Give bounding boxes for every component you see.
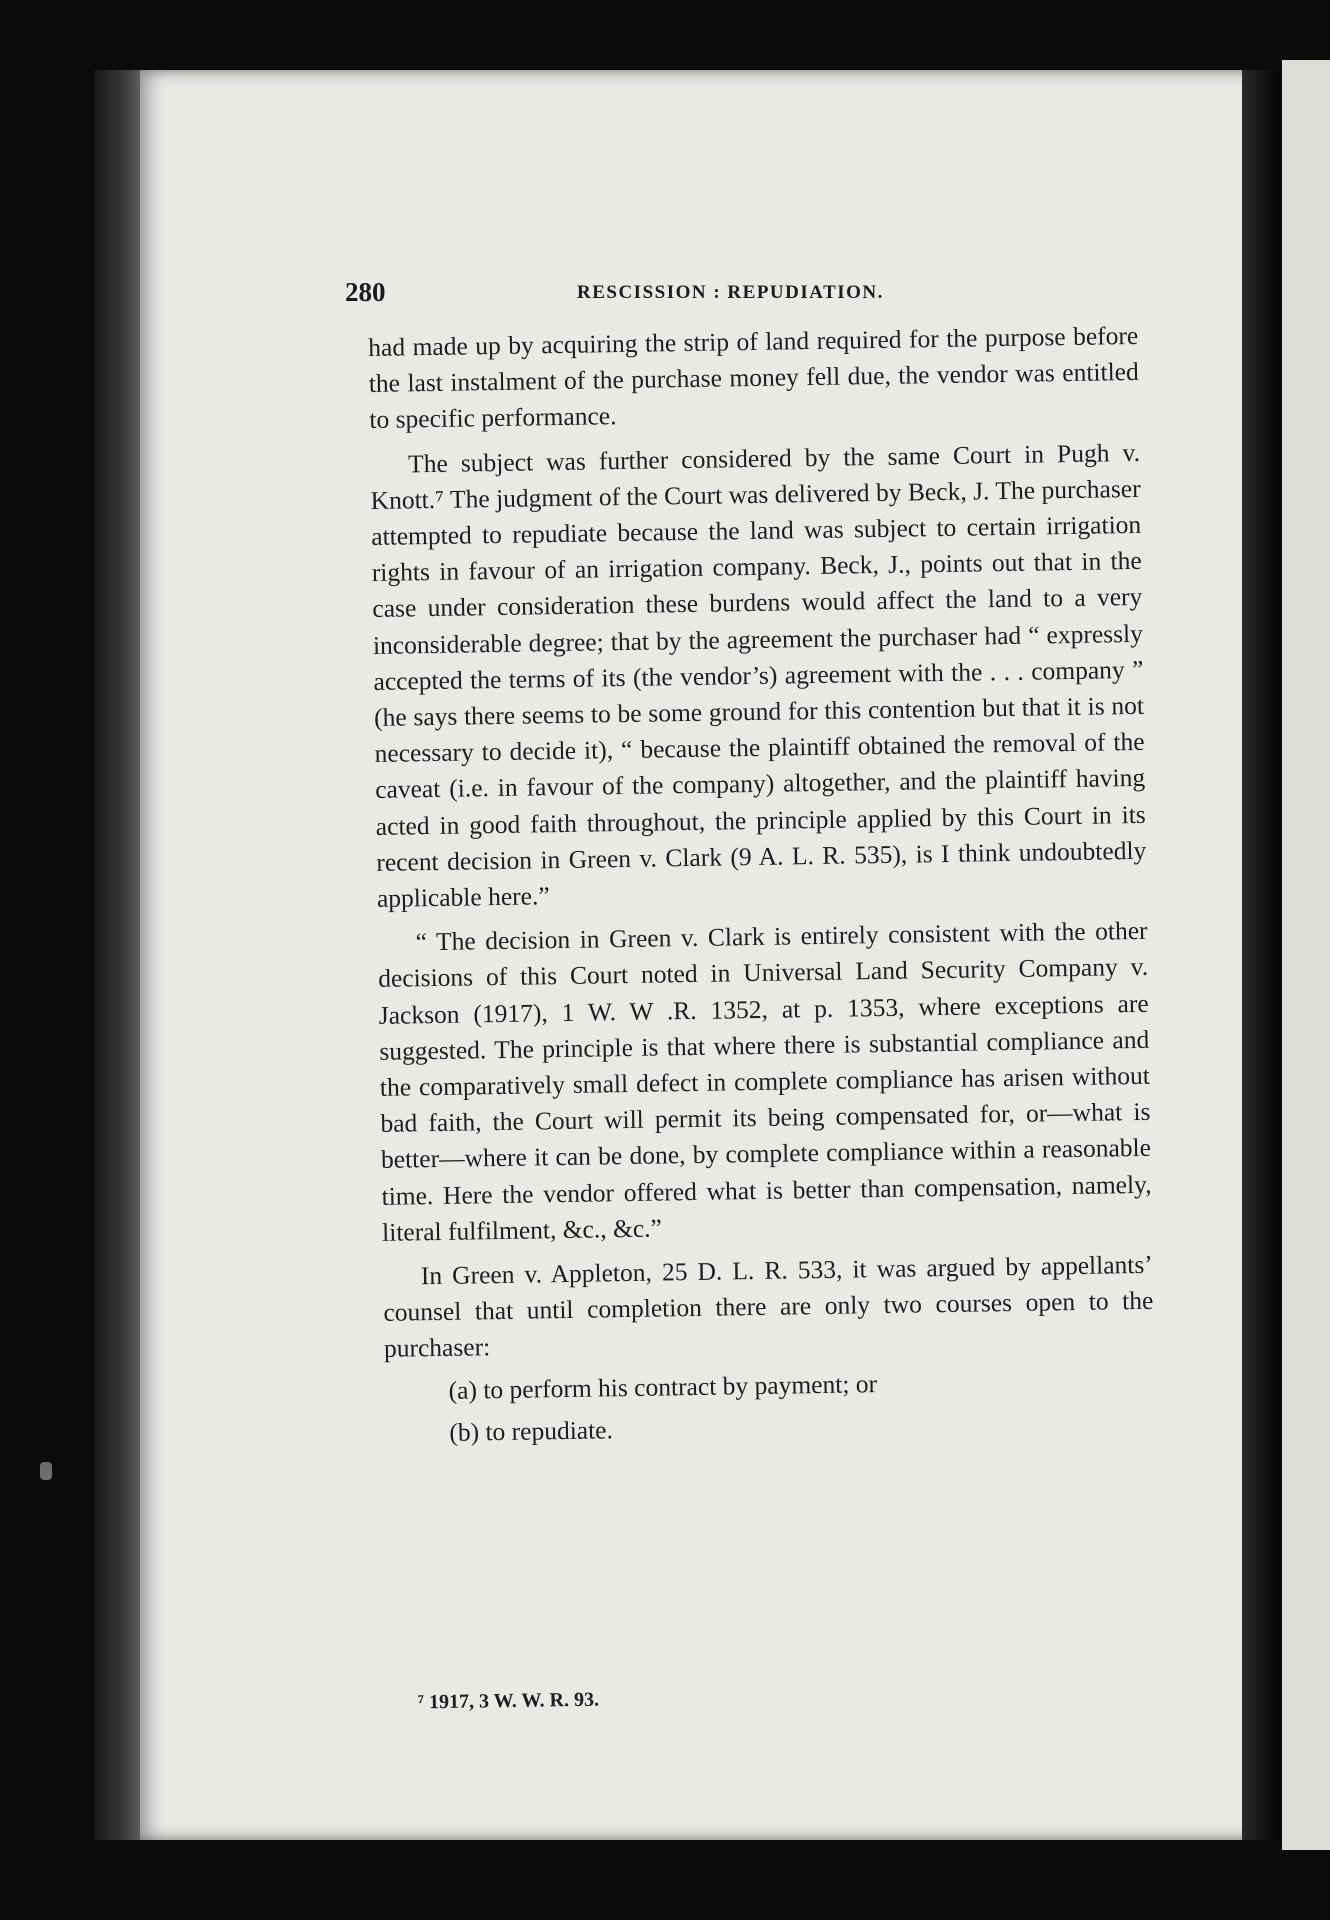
paragraph-green-v-appleton: In Green v. Appleton, 25 D. L. R. 533, it was argued by appellants’ counsel that until completion there are only two courses open to the purchaser: [383,1249,1154,1364]
page-header [345,277,915,317]
facing-page-edge [1282,60,1330,1850]
page-body [368,318,1156,1452]
page-gutter-shadow [1242,70,1280,1840]
running-head: RESCISSION : REPUDIATION. [577,282,884,303]
book-spine [95,70,145,1840]
list-item-a: (a) to perform his contract by payment; or [448,1368,878,1405]
paragraph-continuation: had made up by acquiring the strip of land required for the purpose before the last instalment of the purchase money fell due, the vendor was entitled to specific performance. [368,320,1139,435]
paragraph-quotation: “ The decision in Green v. Clark is entirely consistent with the other decisions of this Court noted in Universal Land Security Company v. Jackson (1917), 1 W. W .R. 1352, at p. 1353, where exceptions are suggested. The principle is that where there is substantial compliance and the comparatively small defect in complete compliance has arisen without bad faith, the Court will permit its being compensated for, or—what is better—where it can be done, by complete compliance within a reasonable time. Here the vendor offered what is better than compensation, namely, literal fulfilment, &c., &c.” [377,916,1152,1247]
footnote: ⁷ 1917, 3 W. W. R. 93. [417,1688,600,1714]
paragraph-pugh-v-knott: The subject was further considered by the same Court in Pugh v. Knott.⁷ The judgment of the Court was delivered by Beck, J. The purchaser attempted to repudiate because the land was subject to certain irrigation rights in favour of an irrigation company. Beck, J., points out that in the case under consideration these burdens would affect the land to a very inconsiderable degree; that by the agreement the purchaser had “ expressly accepted the terms of its (the vendor’s) agreement with the . . . company ” (he says there seems to be some ground for this contention but that it is not necessary to decide it), “ because the plaintiff obtained the removal of the caveat (i.e. in favour of the company) altogether, and the plaintiff having acted in good faith throughout, the principle applied by this Court in its recent decision in Green v. Clark (9 A. L. R. 535), is I think undoubtedly applicable here.” [370,437,1147,913]
list-item-b: (b) to repudiate. [449,1415,614,1447]
page-number: 280 [345,277,386,307]
scan-artifact [40,1462,52,1480]
